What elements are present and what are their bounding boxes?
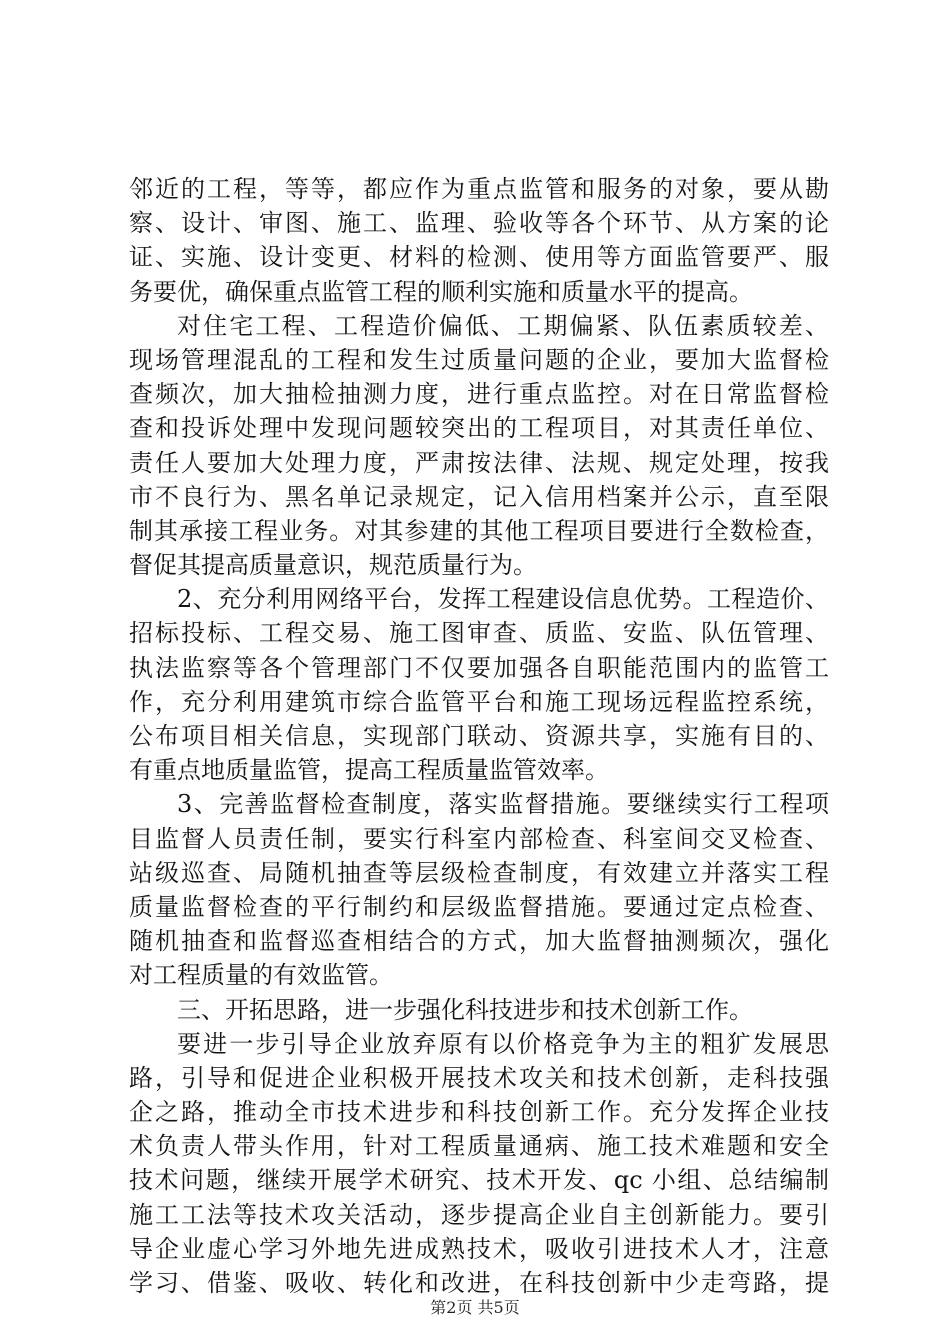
text-line: 企之路，推动全市技术进步和科技创新工作。充分发挥企业技 xyxy=(129,1098,829,1127)
text-line: 要进一步引导企业放弃原有以价格竞争为主的粗犷发展思 xyxy=(177,1029,829,1058)
text-line: 责任人要加大处理力度，严肃按法律、法规、规定处理，按我 xyxy=(129,448,829,477)
text-line: 目监督人员责任制，要实行科室内部检查、科室间交叉检查、 xyxy=(129,824,829,853)
text-line: 作，充分利用建筑市综合监管平台和施工现场远程监控系统， xyxy=(129,687,829,716)
text-line: 务要优，确保重点监管工程的顺利实施和质量水平的提高。 xyxy=(129,277,753,306)
text-line: 站级巡查、局随机抽查等层级检查制度，有效建立并落实工程 xyxy=(129,858,829,887)
text-line: 邻近的工程，等等，都应作为重点监管和服务的对象，要从勘 xyxy=(129,175,829,203)
text-line: 公布项目相关信息，实现部门联动、资源共享，实施有目的、 xyxy=(129,722,829,750)
text-line: 导企业虚心学习外地先进成熟技术，吸收引进技术人才，注意 xyxy=(129,1234,829,1263)
text-line: 技术问题，继续开展学术研究、技术开发、qc 小组、总结编制 xyxy=(129,1166,829,1195)
text-line: 路，引导和促进企业积极开展技术攻关和技术创新，走科技强 xyxy=(129,1063,829,1092)
text-line: 有重点地质量监管，提高工程质量监管效率。 xyxy=(129,756,609,785)
text-line: 市不良行为、黑名单记录规定，记入信用档案并公示，直至限 xyxy=(129,482,829,511)
section-heading: 三、开拓思路，进一步强化科技进步和技术创新工作。 xyxy=(177,995,753,1024)
text-line: 2、充分利用网络平台，发挥工程建设信息优势。工程造价、 xyxy=(177,585,829,614)
text-line: 招标投标、工程交易、施工图审查、质监、安监、队伍管理、 xyxy=(129,619,829,648)
text-line: 术负责人带头作用，针对工程质量通病、施工技术难题和安全 xyxy=(129,1132,829,1161)
text-line: 施工工法等技术攻关活动，逐步提高企业自主创新能力。要引 xyxy=(129,1200,829,1229)
text-line: 随机抽查和监督巡查相结合的方式，加大监督抽测频次，强化 xyxy=(129,927,829,956)
text-line: 查和投诉处理中发现问题较突出的工程项目，对其责任单位、 xyxy=(129,414,829,443)
text-line: 执法监察等各个管理部门不仅要加强各自职能范围内的监管工 xyxy=(129,653,829,682)
text-line: 现场管理混乱的工程和发生过质量问题的企业，要加大监督检 xyxy=(129,345,829,374)
text-line: 学习、借鉴、吸收、转化和改进，在科技创新中少走弯路，提 xyxy=(129,1269,829,1297)
text-line: 对住宅工程、工程造价偏低、工期偏紧、队伍素质较差、 xyxy=(177,311,829,340)
page-number-footer: 第2页 共5页 xyxy=(430,1298,520,1317)
text-line: 对工程质量的有效监管。 xyxy=(129,961,393,990)
text-line: 察、设计、审图、施工、监理、验收等各个环节、从方案的论 xyxy=(129,209,829,238)
document-body xyxy=(129,172,829,1300)
text-line: 质量监督检查的平行制约和层级监督措施。要通过定点检查、 xyxy=(129,892,829,921)
text-line: 3、完善监督检查制度，落实监督措施。要继续实行工程项 xyxy=(177,790,829,819)
text-line: 制其承接工程业务。对其参建的其他工程项目要进行全数检查， xyxy=(129,516,829,545)
text-line: 查频次，加大抽检抽测力度，进行重点监控。对在日常监督检 xyxy=(129,380,829,409)
text-line: 证、实施、设计变更、材料的检测、使用等方面监管要严、服 xyxy=(129,243,829,272)
text-line: 督促其提高质量意识，规范质量行为。 xyxy=(129,551,537,580)
